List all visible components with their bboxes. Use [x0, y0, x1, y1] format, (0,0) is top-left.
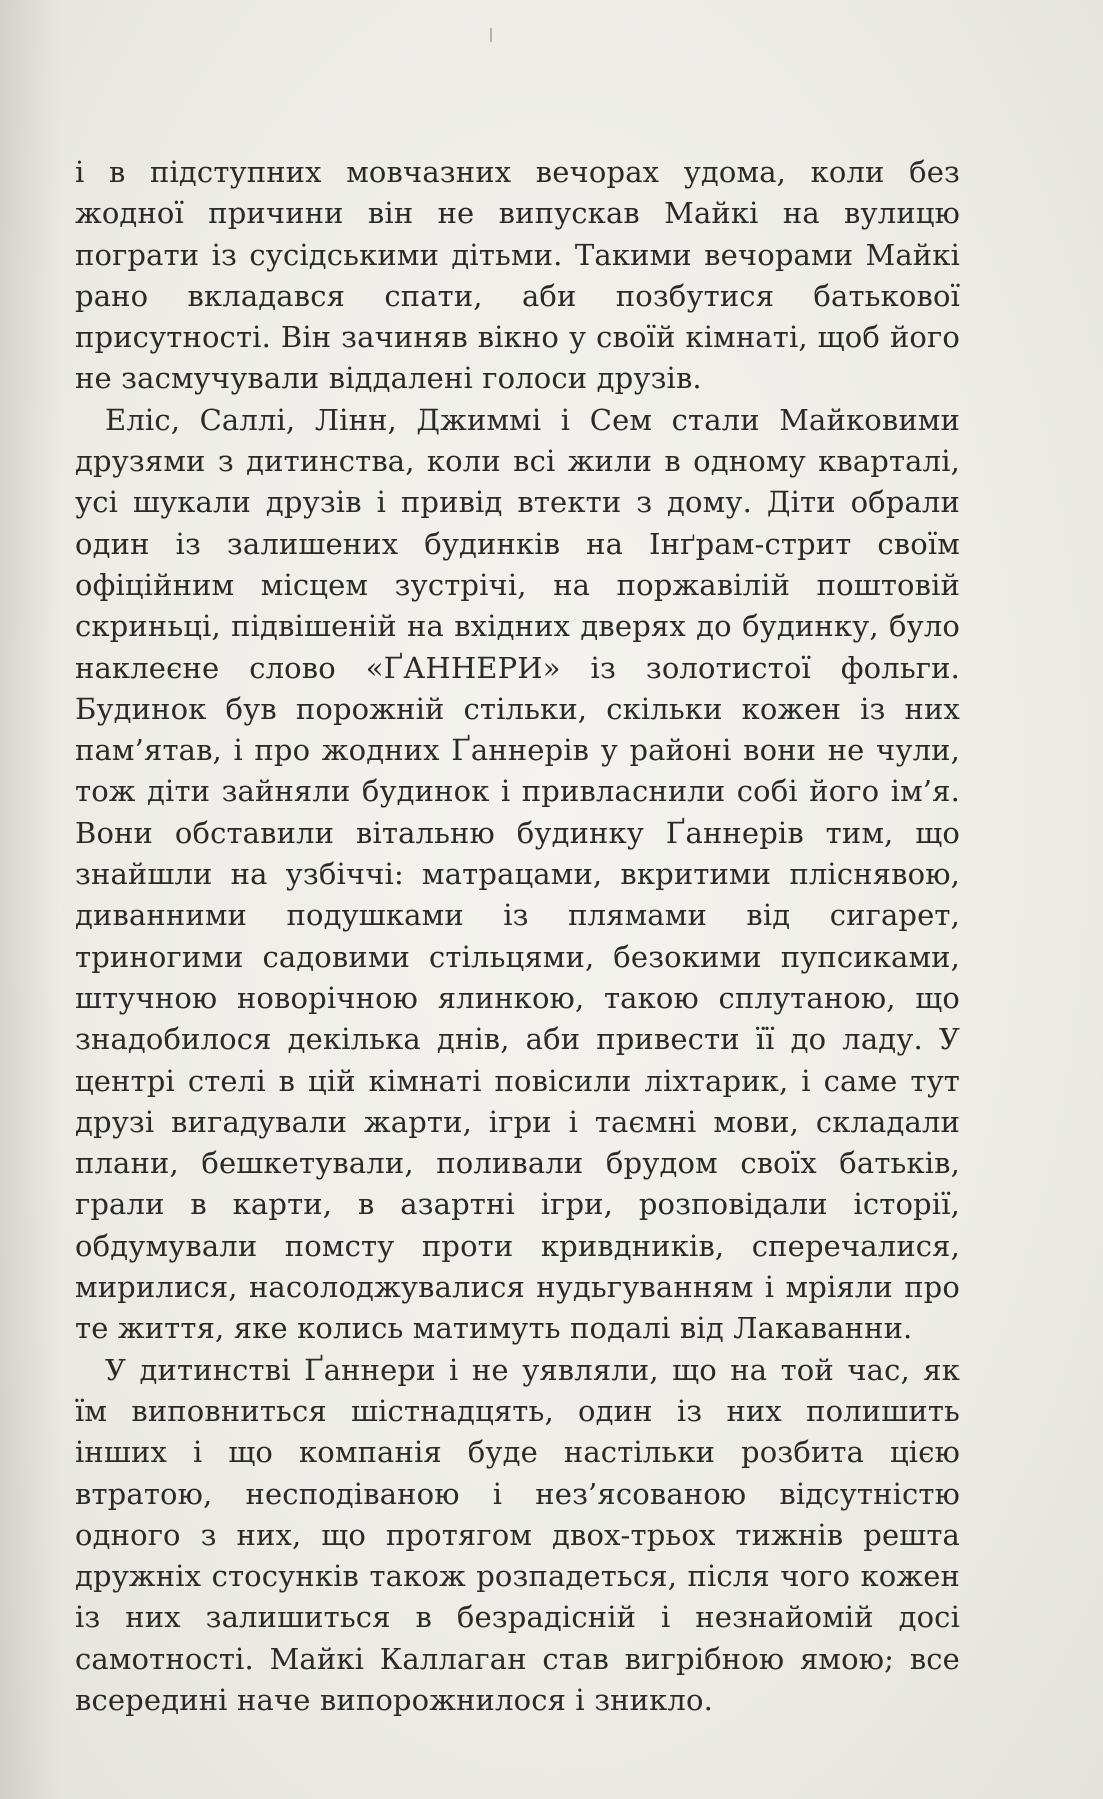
paragraph-2: Еліс, Саллі, Лінн, Джиммі і Сем стали Майковими друзями з дитинства, коли всі жили в одному кварталі, усі шукали друзів і привід втекти з дому. Діти обрали один із залишених будинків на Інґрам-стрит своїм офіційним місцем зустрічі, на поржавілій поштовій скриньці, підвішеній на вхідних дверях до будинку, було наклеєне слово «ҐАННЕРИ» із золотистої фольги. Будинок був порожній стільки, скільки кожен із них пам’ятав, і про жодних Ґаннерів у районі вони не чули, тож діти зайняли будинок і привласнили собі його ім’я. Вони обставили вітальню будинку Ґаннерів тим, що знайшли на узбіччі: матрацами, вкритими пліснявою, диванними подушками із плямами від сигарет, триногими садовими стільцями, безокими пупсиками, штучною новорічною ялинкою, такою сплутаною, що знадобилося декілька днів, аби привести її до ладу. У центрі стелі в цій кімнаті повісили ліхтарик, і саме тут друзі вигадували жарти, ігри і таємні мови, складали плани, бешкетували, поливали брудом своїх батьків, грали в карти, в азартні ігри, розповідали історії, обдумували помсту проти кривдників, сперечалися, мирилися, насолоджувалися нудьгуванням і мріяли про те життя, яке колись матимуть подалі від Лакаванни. [75, 402, 960, 1346]
paragraph-1: і в підступних мовчазних вечорах удома, коли без жодної причини він не випускав Майкі на вулицю пограти із сусідськими дітьми. Такими вечорами Майкі рано вкладався спати, аби позбутися батькової присутності. Він зачиняв вікно у своїй кімнаті, щоб його не засмучували віддалені голоси друзів. [75, 155, 960, 396]
paragraph-3: У дитинстві Ґаннери і не уявляли, що на той час, як їм виповниться шістнадцять, один із них полишить інших і що компанія буде настільки розбита цією втратою, несподіваною і нез’ясованою відсутністю одного з них, що протягом двох-трьох тижнів решта дружніх стосунків також розпадеться, після чого кожен із них залишиться в безрадісній і незнайомій досі самотності. Майкі Каллаган став вигрібною ямою; все всередині наче випорожнилося і зникло. [75, 1352, 960, 1717]
page-crease-mark [490, 28, 492, 42]
body-text [75, 152, 960, 1721]
